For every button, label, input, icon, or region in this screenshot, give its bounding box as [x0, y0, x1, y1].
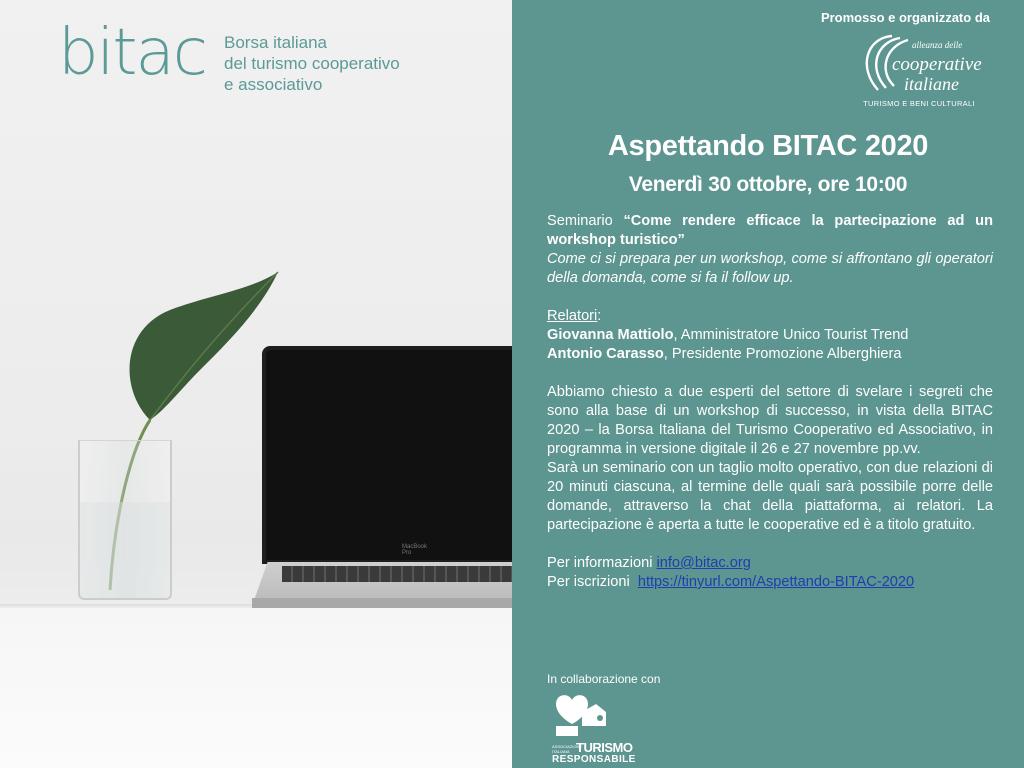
organizer-subtitle: TURISMO E BENI CULTURALI [863, 99, 975, 108]
logo-wordmark: bitac [58, 16, 206, 90]
speaker-name: Antonio Carasso [547, 346, 664, 362]
logo-tagline-line: e associativo [224, 75, 323, 94]
vase-glass [78, 440, 172, 600]
info-email-link[interactable]: info@bitac.org [656, 555, 751, 571]
speakers-colon: : [597, 308, 602, 324]
laptop-brand: MacBook Pro [402, 544, 428, 556]
coop-logo-line2: cooperative [892, 54, 982, 75]
logo-tagline [224, 32, 464, 95]
info-label: Per informazioni [547, 555, 657, 571]
speaker-item [547, 345, 993, 364]
speaker-role: , Amministratore Unico Tourist Trend [673, 327, 909, 343]
register-line [547, 573, 993, 592]
laptop-front [252, 598, 512, 608]
coop-logo-line3: italiane [904, 74, 959, 94]
laptop-keyboard [282, 566, 512, 582]
register-label: Per iscrizioni [547, 574, 638, 590]
logo-tagline-line: del turismo cooperativo [224, 54, 400, 73]
event-date: Venerdì 30 ottobre, ore 10:00 [628, 173, 908, 196]
info-line [547, 554, 993, 573]
glass-vase [78, 440, 174, 602]
partner-name-line2: RESPONSABILE [552, 754, 636, 765]
speaker-item [547, 326, 993, 345]
collaboration-label: In collaborazione con [547, 672, 661, 686]
speaker-role: , Presidente Promozione Alberghiera [663, 346, 902, 362]
speaker-name: Giovanna Mattiolo [547, 327, 674, 343]
desk-surface [0, 608, 512, 768]
seminar-title: “Come rendere efficace la partecipazione ad un workshop turistico” [547, 213, 993, 248]
description-paragraph: Sarà un seminario con un taglio molto operativo, con due relazioni di 20 minuti ciascuna, al termine delle quali sarà possibile porre delle domande, attraverso la chat della piattaforma, ai relatori. La partecipazione è aperta a tutte le cooperative ed è a titolo gratuito. [547, 460, 993, 533]
speakers-heading [547, 307, 993, 326]
register-link[interactable]: https://tinyurl.com/Aspettando-BITAC-2020 [637, 574, 915, 590]
laptop-screen [262, 346, 512, 564]
seminar-description: Come ci si prepara per un workshop, come si affrontano gli operatori della domanda, come si fa il follow up. [547, 251, 993, 286]
seminar-prefix: Seminario [547, 213, 624, 229]
logo-tagline-line: Borsa italiana [224, 33, 328, 52]
coop-logo-line1: alleanza delle [912, 40, 963, 50]
partner-name-line1: TURISMO [576, 740, 633, 755]
speakers-label: Relatori [547, 308, 598, 324]
info-panel [512, 0, 1024, 768]
organizer-label: Promosso e organizzato da [820, 10, 990, 25]
seminar-heading [547, 212, 993, 250]
event-details [547, 212, 993, 592]
description-paragraph: Abbiamo chiesto a due esperti del settore di svelare i segreti che sono alla base di un workshop di successo, in vista della BITAC 2020 – la Borsa Italiana del Turismo Cooperativo ed Associativo, in programma in versione digitale il 26 e 27 novembre pp.vv. [547, 384, 993, 457]
event-title: Aspettando BITAC 2020 [607, 130, 929, 162]
partner-small-text: ASSOCIAZIONE ITALIANA [552, 744, 583, 754]
